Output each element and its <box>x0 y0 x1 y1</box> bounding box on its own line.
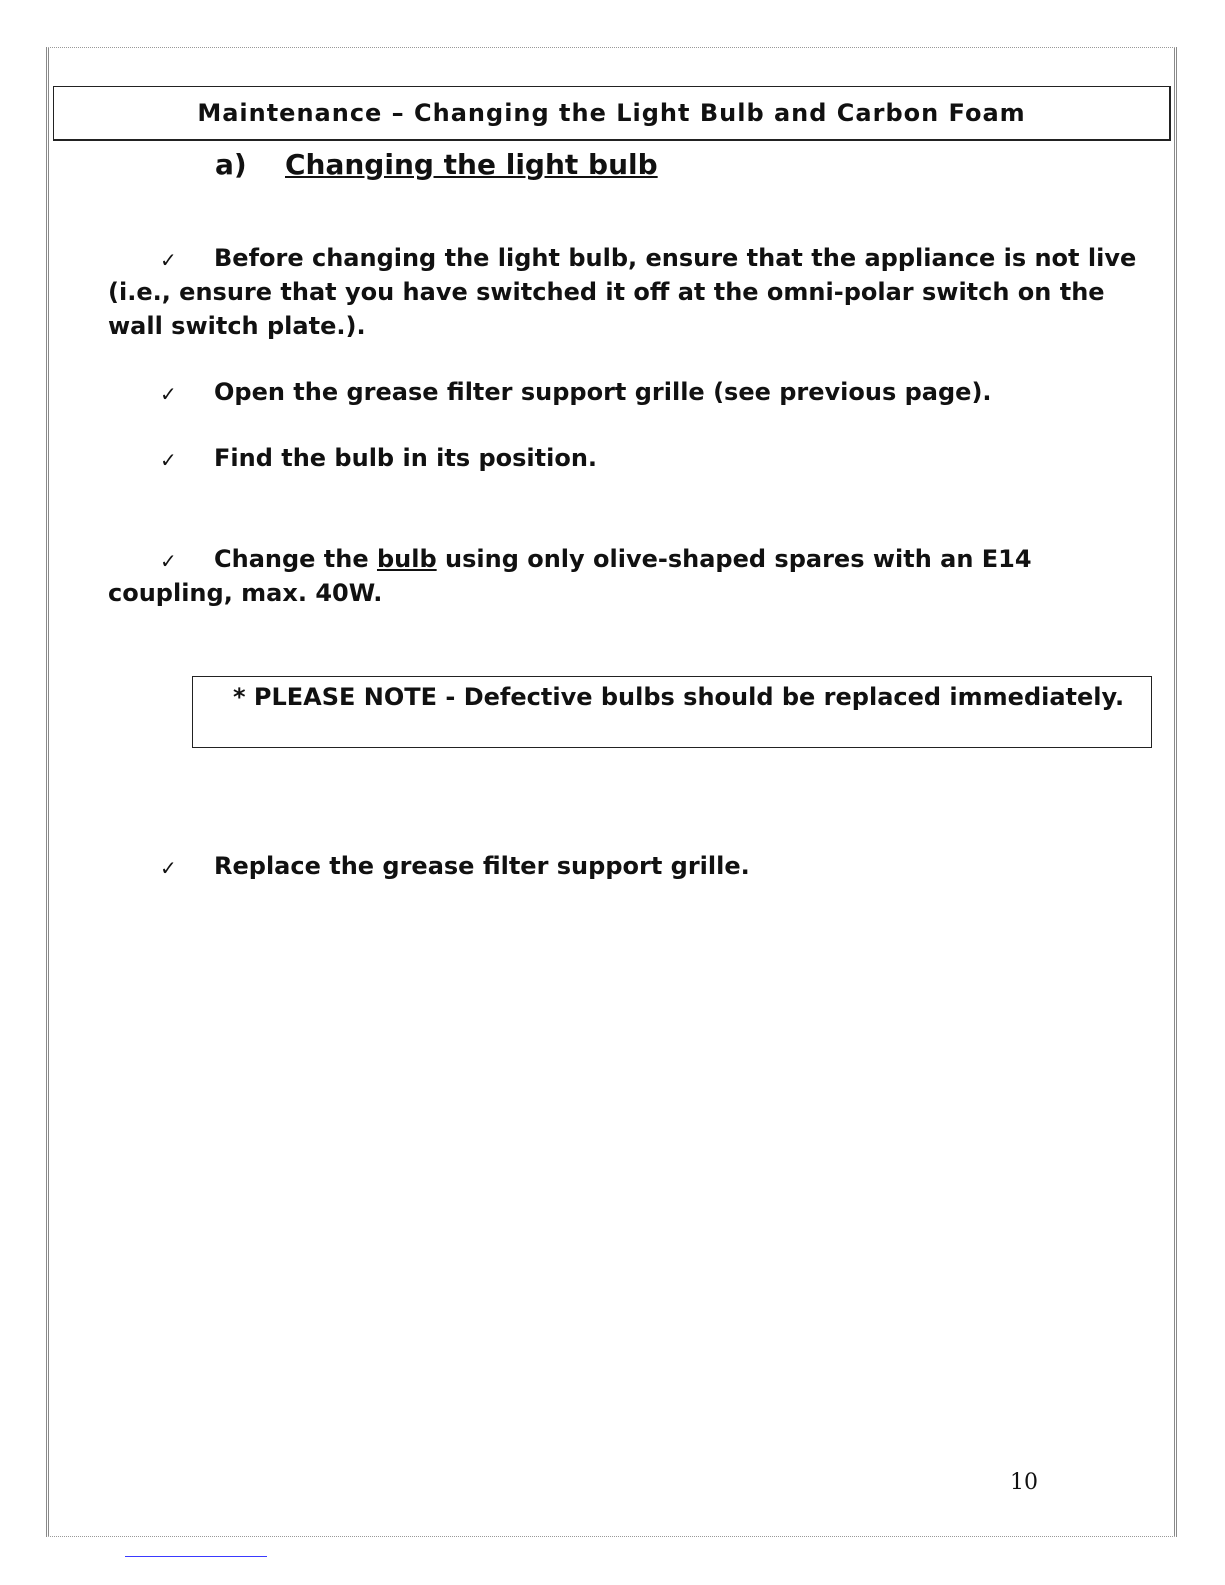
footer-link-line[interactable] <box>125 1556 267 1557</box>
step-text-before: Change the <box>214 545 377 573</box>
step-text: Find the bulb in its position. <box>214 444 598 472</box>
step-5 <box>108 849 1158 883</box>
section-letter: a) <box>215 148 247 181</box>
header-box <box>53 86 1171 141</box>
page-number: 10 <box>1010 1470 1038 1495</box>
section-heading <box>215 148 658 181</box>
note-text: * PLEASE NOTE - Defective bulbs should be replaced immediately. <box>233 683 1125 711</box>
section-title: Changing the light bulb <box>285 148 658 181</box>
step-text: Before changing the light bulb, ensure that the appliance is not live (i.e., ensure that you have switched it off at the omni-polar switch on the wall switch plate.). <box>108 244 1137 340</box>
step-text-after: using only olive-shaped spares with an E14 coupling, max. 40W. <box>108 545 1032 607</box>
header-title: Maintenance – Changing the Light Bulb and Carbon Foam <box>197 99 1026 127</box>
step-text: Replace the grease filter support grille. <box>214 852 750 880</box>
step-text-underlined: bulb <box>376 545 437 573</box>
step-2 <box>108 375 1158 409</box>
step-text: Open the grease filter support grille (see previous page). <box>214 378 992 406</box>
note-box <box>192 676 1152 748</box>
checkmark-icon: ✓ <box>160 248 177 272</box>
checkmark-icon: ✓ <box>160 549 177 573</box>
checkmark-icon: ✓ <box>160 382 177 406</box>
checkmark-icon: ✓ <box>160 448 177 472</box>
step-1 <box>108 241 1158 343</box>
step-3 <box>108 441 1158 475</box>
checkmark-icon: ✓ <box>160 856 177 880</box>
step-4 <box>108 542 1158 610</box>
